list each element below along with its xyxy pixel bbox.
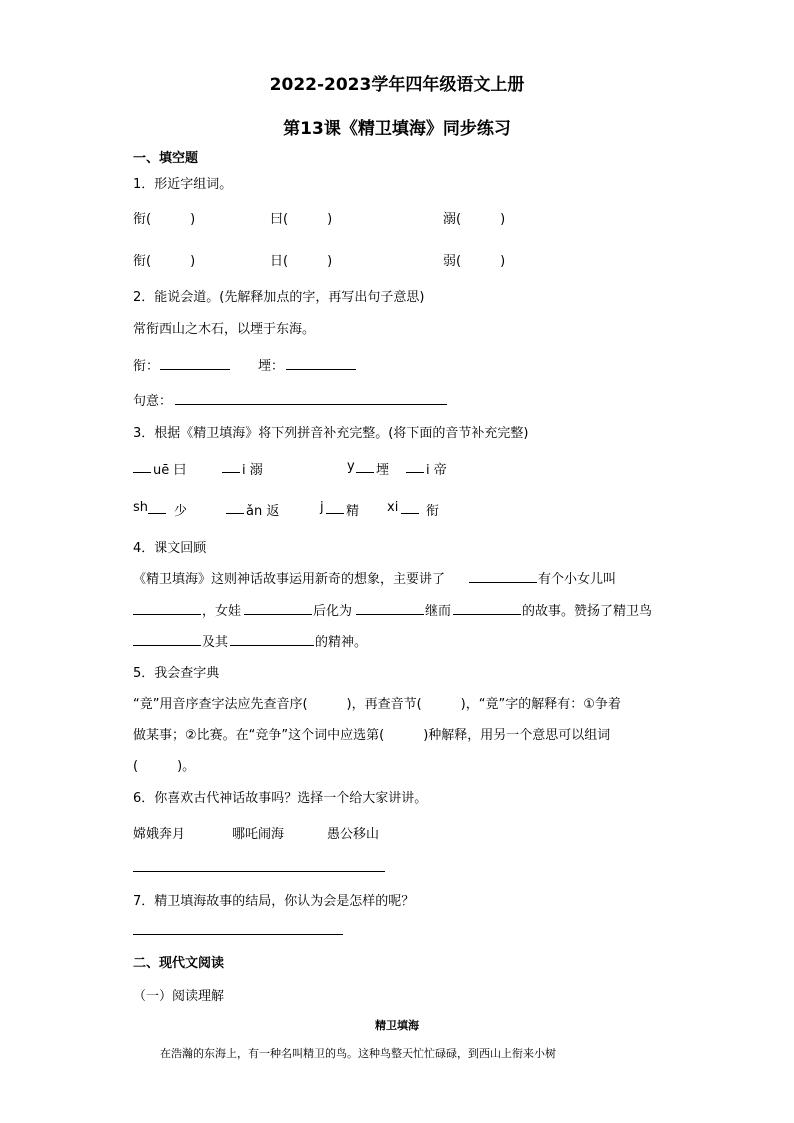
pinyin-blank[interactable]	[326, 513, 344, 514]
answer-blank[interactable]	[286, 369, 356, 370]
pinyin-blank[interactable]	[133, 472, 151, 473]
answer-blank[interactable]	[453, 614, 521, 615]
q1-item: 日( )	[270, 254, 333, 269]
pinyin-blank[interactable]	[222, 472, 240, 473]
answer-blank[interactable]	[244, 614, 312, 615]
q3-item: sh	[133, 500, 149, 515]
q3-item: 少	[174, 504, 188, 519]
q6-prompt: 6．你喜欢古代神话故事吗？选择一个给大家讲讲。	[133, 791, 428, 806]
page-subtitle: 第13课《精卫填海》同步练习	[283, 119, 511, 139]
q3-item: uē 曰	[153, 463, 187, 478]
q6-option: 哪吒闹海	[232, 827, 285, 842]
q2-label-juyi: 句意：	[133, 394, 173, 409]
q6-option: 嫦娥奔月	[133, 827, 186, 842]
q1-item: 弱( )	[443, 254, 506, 269]
q5-prompt: 5．我会查字典	[133, 666, 220, 681]
q4-text: 继而	[425, 604, 452, 619]
q3-item: i 溺	[242, 463, 263, 478]
answer-line[interactable]	[133, 871, 385, 872]
q3-item: y	[347, 459, 355, 474]
answer-blank[interactable]	[469, 582, 537, 583]
answer-blank[interactable]	[356, 614, 424, 615]
q3-item: xi	[387, 500, 399, 515]
q4-text: 《精卫填海》这则神话故事运用新奇的想象，主要讲了	[133, 572, 446, 587]
answer-blank[interactable]	[133, 614, 201, 615]
q3-item: j	[320, 500, 324, 515]
q4-text: ，女娃	[202, 604, 242, 619]
answer-blank[interactable]	[230, 645, 314, 646]
q2-label-xian: 衔：	[133, 359, 160, 374]
q2-sentence: 常衔西山之木石，以堙于东海。	[133, 322, 316, 337]
q4-text: 的故事。赞扬了精卫鸟	[522, 604, 653, 619]
passage-paragraph: 在浩瀚的东海上，有一种名叫精卫的鸟。这种鸟整天忙忙碌碌，到西山上衔来小树	[160, 1047, 556, 1060]
section-heading-reading: 二、现代文阅读	[133, 956, 225, 971]
q1-item: 溺( )	[443, 212, 506, 227]
answer-blank[interactable]	[133, 645, 201, 646]
pinyin-blank[interactable]	[401, 513, 419, 514]
q4-text: 后化为	[313, 604, 353, 619]
page-title: 2022-2023学年四年级语文上册	[269, 75, 525, 95]
pinyin-blank[interactable]	[148, 513, 166, 514]
q6-option: 愚公移山	[327, 827, 380, 842]
q3-item: 衔	[426, 504, 440, 519]
answer-blank[interactable]	[160, 369, 230, 370]
section-heading-fill-blank: 一、填空题	[133, 151, 199, 166]
q4-text: 有个小女儿叫	[538, 572, 617, 587]
q1-item: 衔( )	[133, 212, 196, 227]
pinyin-blank[interactable]	[356, 472, 374, 473]
q2-prompt: 2．能说会道。(先解释加点的字，再写出句子意思)	[133, 290, 425, 305]
q1-prompt: 1．形近字组词。	[133, 177, 233, 192]
q2-label-yin: 堙：	[258, 359, 285, 374]
q5-text: ( )。	[133, 759, 196, 774]
answer-blank[interactable]	[175, 404, 447, 405]
passage-title: 精卫填海	[375, 1019, 419, 1032]
q4-text: 的精神。	[315, 635, 368, 650]
q3-prompt: 3．根据《精卫填海》将下列拼音补充完整。(将下面的音节补充完整)	[133, 426, 529, 441]
reading-subheading: （一）阅读理解	[133, 989, 225, 1004]
q4-prompt: 4．课文回顾	[133, 541, 207, 556]
q3-item: 精	[346, 504, 360, 519]
pinyin-blank[interactable]	[226, 513, 244, 514]
q3-item: i 帝	[426, 463, 447, 478]
q3-item: 堙	[376, 463, 390, 478]
q1-item: 曰( )	[270, 212, 333, 227]
q1-item: 衔( )	[133, 254, 196, 269]
pinyin-blank[interactable]	[406, 472, 424, 473]
answer-line[interactable]	[133, 934, 343, 935]
q5-text: 做某事；②比赛。在“竞争”这个词中应选第( )种解释，用另一个意思可以组词	[133, 728, 611, 743]
q4-text: 及其	[202, 635, 229, 650]
q7-prompt: 7．精卫填海故事的结局，你认为会是怎样的呢？	[133, 894, 415, 909]
q5-text: “竟”用音序查字法应先查音序( )，再查音节( )，“竟”字的解释有：①争着	[133, 697, 621, 712]
q3-item: ǎn 返	[246, 504, 280, 519]
